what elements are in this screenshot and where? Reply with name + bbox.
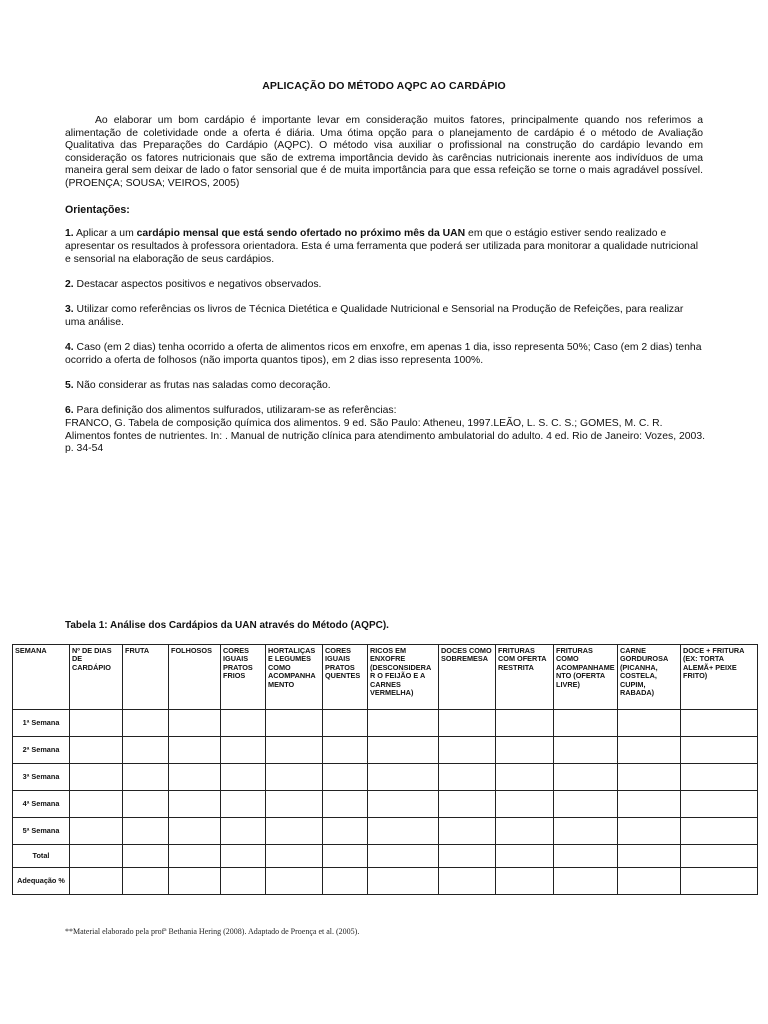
table-cell[interactable] xyxy=(368,791,439,818)
item-number: 6. xyxy=(65,405,74,416)
item-text: Caso (em 2 dias) tenha ocorrido a oferta de alimentos ricos em enxofre, em apenas 1 dia, isso representa 50%; Caso (em 2 dias) tenha ocorrido a oferta de folhosos (não importa quantos tipos), em 2 dias isso representa 100%. xyxy=(65,342,702,366)
table-row xyxy=(13,737,758,764)
reference-text: FRANCO, G. Tabela de composição química dos alimentos. 9 ed. São Paulo: Atheneu, 1997.LEÃO, L. S. C. S.; GOMES, M. C. R. Alimentos fontes de nutrientes. In: . Manual de nutrição clínica para atendimento ambulatorial do adulto. 4 ed. Rio de Janeiro: Vozes, 2003. p. 34-54 xyxy=(65,417,705,455)
row-label: 2ª Semana xyxy=(13,737,70,764)
table-row xyxy=(13,845,758,868)
table-cell[interactable] xyxy=(439,737,496,764)
table-cell[interactable] xyxy=(681,764,758,791)
page-title: APLICAÇÃO DO MÉTODO AQPC AO CARDÁPIO xyxy=(262,80,506,92)
intro-paragraph: Ao elaborar um bom cardápio é importante levar em consideração muitos fatores, principalmente quando nos referimos a alimentação de coletividade onde a oferta é diária. Uma ótima opção para o planejamento de cardápio é o método de Avaliação Qualitativa das Preparações do Cardápio (AQPC). O método visa auxiliar o profissional na construção do cardápio levando em consideração os fatores nutricionais que são de extrema importância devido às carências nutricionais inerente aos indivíduos de uma maneira geral sem deixar de lado o fator sensorial que é de muita importância para que essa refeição se torne o mais agradável possível. (PROENÇA; SOUSA; VEIROS, 2005) xyxy=(65,115,703,189)
row-label: Total xyxy=(13,845,70,868)
orientation-item-2 xyxy=(65,279,705,292)
aqpc-table xyxy=(12,644,758,895)
table-cell[interactable] xyxy=(618,710,681,737)
table-row xyxy=(13,818,758,845)
table-cell[interactable] xyxy=(496,845,554,868)
table-cell[interactable] xyxy=(70,710,123,737)
table-cell[interactable] xyxy=(70,737,123,764)
table-row xyxy=(13,791,758,818)
table-cell[interactable] xyxy=(439,710,496,737)
table-cell[interactable] xyxy=(266,868,323,895)
table-cell[interactable] xyxy=(368,710,439,737)
table-cell[interactable] xyxy=(323,845,368,868)
header-cell: DOCE + FRITURA (EX: TORTA ALEMÃ+ PEIXE FRITO) xyxy=(681,645,758,710)
table-cell[interactable] xyxy=(496,791,554,818)
table-cell[interactable] xyxy=(169,791,221,818)
table-cell[interactable] xyxy=(70,845,123,868)
table-cell[interactable] xyxy=(323,764,368,791)
header-cell: RICOS EM ENXOFRE (DESCONSIDERAR O FEIJÃO E A CARNES VERMELHA) xyxy=(368,645,439,710)
table-cell[interactable] xyxy=(681,791,758,818)
table-cell[interactable] xyxy=(221,737,266,764)
table-cell[interactable] xyxy=(554,737,618,764)
table-cell[interactable] xyxy=(496,737,554,764)
table-cell[interactable] xyxy=(123,764,169,791)
header-cell: DOCES COMO SOBREMESA xyxy=(439,645,496,710)
item-text: Aplicar a um xyxy=(73,228,137,239)
table-cell[interactable] xyxy=(323,710,368,737)
table-cell[interactable] xyxy=(618,818,681,845)
table-cell[interactable] xyxy=(266,791,323,818)
table-cell[interactable] xyxy=(368,868,439,895)
table-cell[interactable] xyxy=(618,764,681,791)
table-cell[interactable] xyxy=(266,737,323,764)
table-cell[interactable] xyxy=(169,710,221,737)
table-cell[interactable] xyxy=(496,710,554,737)
table-cell[interactable] xyxy=(554,868,618,895)
table-cell[interactable] xyxy=(554,845,618,868)
table-cell[interactable] xyxy=(323,737,368,764)
table-cell[interactable] xyxy=(496,764,554,791)
table-cell[interactable] xyxy=(123,845,169,868)
item-number: 4. xyxy=(65,342,74,353)
table-cell[interactable] xyxy=(496,818,554,845)
header-cell: HORTALIÇAS E LEGUMES COMO ACOMPANHAMENTO xyxy=(266,645,323,710)
table-cell[interactable] xyxy=(123,818,169,845)
table-cell[interactable] xyxy=(323,868,368,895)
orientations-heading: Orientações: xyxy=(65,204,130,216)
table-cell[interactable] xyxy=(681,868,758,895)
orientation-item-5 xyxy=(65,380,705,393)
table-cell[interactable] xyxy=(221,845,266,868)
table-cell[interactable] xyxy=(123,737,169,764)
orientation-item-6 xyxy=(65,405,705,456)
table-cell[interactable] xyxy=(368,737,439,764)
row-label: Adequação % xyxy=(13,868,70,895)
row-label: 4ª Semana xyxy=(13,791,70,818)
table-cell[interactable] xyxy=(169,845,221,868)
table-cell[interactable] xyxy=(70,791,123,818)
table-cell[interactable] xyxy=(266,818,323,845)
table-cell[interactable] xyxy=(439,791,496,818)
table-cell[interactable] xyxy=(618,868,681,895)
table-cell[interactable] xyxy=(266,845,323,868)
table-cell[interactable] xyxy=(169,868,221,895)
table-cell[interactable] xyxy=(368,764,439,791)
item-text: Não considerar as frutas nas saladas como decoração. xyxy=(73,380,331,391)
table-cell[interactable] xyxy=(618,791,681,818)
table-cell[interactable] xyxy=(221,791,266,818)
orientation-item-4 xyxy=(65,342,705,368)
item-text: Para definição dos alimentos sulfurados, utilizaram-se as referências: xyxy=(73,405,397,416)
table-cell[interactable] xyxy=(221,710,266,737)
item-text: Utilizar como referências os livros de Técnica Dietética e Qualidade Nutricional e Sensorial na Produção de Refeições, para realizar uma análise. xyxy=(65,304,684,328)
table-cell[interactable] xyxy=(368,818,439,845)
table-cell[interactable] xyxy=(681,845,758,868)
header-cell: CORES IGUAIS PRATOS QUENTES xyxy=(323,645,368,710)
header-cell: FRUTA xyxy=(123,645,169,710)
table-header-row xyxy=(13,645,758,710)
row-label: 3ª Semana xyxy=(13,764,70,791)
table-cell[interactable] xyxy=(70,818,123,845)
header-cell: CORES IGUAIS PRATOS FRIOS xyxy=(221,645,266,710)
item-number: 3. xyxy=(65,304,74,315)
header-cell: FOLHOSOS xyxy=(169,645,221,710)
table-cell[interactable] xyxy=(439,845,496,868)
table-cell[interactable] xyxy=(169,737,221,764)
table-cell[interactable] xyxy=(618,737,681,764)
table-cell[interactable] xyxy=(439,868,496,895)
table-row xyxy=(13,868,758,895)
header-cell: Nº DE DIAS DE CARDÁPIO xyxy=(70,645,123,710)
item-text: em que o estágio estiver sendo realizado e apresentar os resultados à professora orientadora. Esta é uma ferramenta que poderá ser utilizada para monitorar a qualidade nutricional e sensorial na elaboração de seus cardápios. xyxy=(65,228,699,265)
table-cell[interactable] xyxy=(554,710,618,737)
orientation-item-3 xyxy=(65,304,705,330)
table-cell[interactable] xyxy=(70,764,123,791)
header-cell: FRITURAS COMO ACOMPANHAMENTO (OFERTA LIVRE) xyxy=(554,645,618,710)
table-cell[interactable] xyxy=(368,845,439,868)
table-cell[interactable] xyxy=(221,818,266,845)
table-cell[interactable] xyxy=(123,791,169,818)
table-cell[interactable] xyxy=(554,764,618,791)
orientation-item-1 xyxy=(65,228,705,266)
table-cell[interactable] xyxy=(323,818,368,845)
row-label: 1ª Semana xyxy=(13,710,70,737)
table-cell[interactable] xyxy=(554,791,618,818)
table-cell[interactable] xyxy=(221,764,266,791)
table-cell[interactable] xyxy=(681,737,758,764)
table-cell[interactable] xyxy=(70,868,123,895)
item-text: Destacar aspectos positivos e negativos observados. xyxy=(73,279,322,290)
item-number: 2. xyxy=(65,279,74,290)
item-number: 5. xyxy=(65,380,74,391)
row-label: 5ª Semana xyxy=(13,818,70,845)
table-cell[interactable] xyxy=(439,818,496,845)
table-cell[interactable] xyxy=(169,818,221,845)
table-cell[interactable] xyxy=(681,818,758,845)
table-cell[interactable] xyxy=(496,868,554,895)
table-cell[interactable] xyxy=(123,710,169,737)
table-cell[interactable] xyxy=(266,710,323,737)
table-cell[interactable] xyxy=(554,818,618,845)
header-cell: CARNE GORDUROSA (PICANHA, COSTELA, CUPIM, RABADA) xyxy=(618,645,681,710)
item-emphasis: cardápio mensal que está sendo ofertado no próximo mês da UAN xyxy=(136,228,466,239)
header-cell: SEMANA xyxy=(13,645,70,710)
footnote: **Material elaborado pela profª Bethania Hering (2008). Adaptado de Proença et al. (2005). xyxy=(65,927,360,936)
table-row xyxy=(13,764,758,791)
table-row xyxy=(13,710,758,737)
table-caption: Tabela 1: Análise dos Cardápios da UAN através do Método (AQPC). xyxy=(65,620,389,631)
table-cell[interactable] xyxy=(221,868,266,895)
item-number: 1. xyxy=(65,228,74,239)
header-cell: FRITURAS COM OFERTA RESTRITA xyxy=(496,645,554,710)
table-cell[interactable] xyxy=(681,710,758,737)
table-cell[interactable] xyxy=(169,764,221,791)
table-cell[interactable] xyxy=(323,791,368,818)
table-cell[interactable] xyxy=(266,764,323,791)
table-cell[interactable] xyxy=(439,764,496,791)
table-cell[interactable] xyxy=(618,845,681,868)
table-cell[interactable] xyxy=(123,868,169,895)
